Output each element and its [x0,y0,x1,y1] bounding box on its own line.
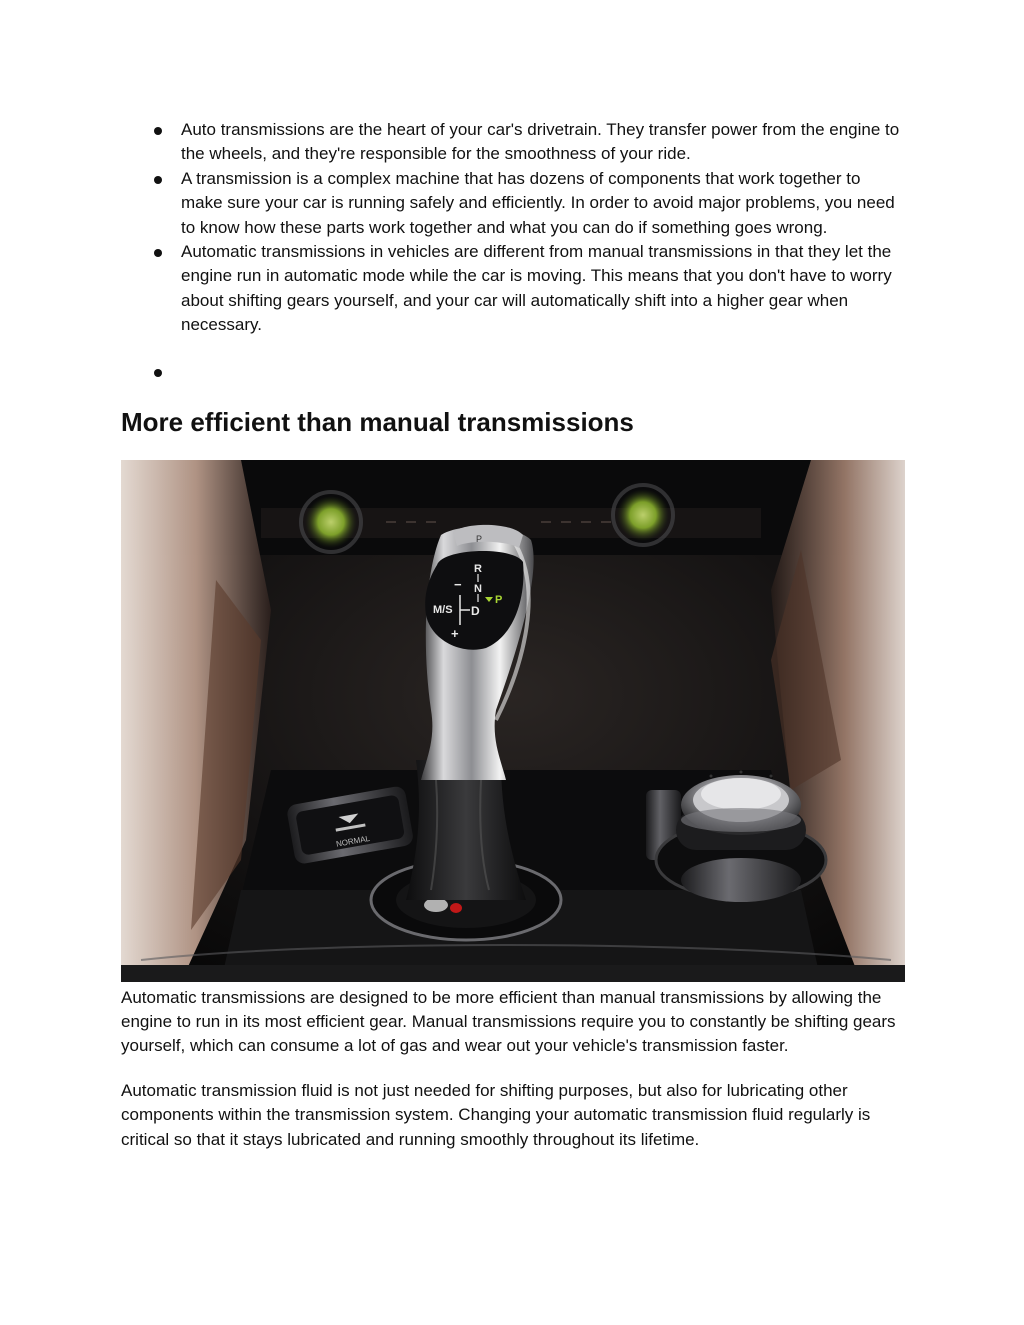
bullet-item [121,240,905,338]
bullet-text: A transmission is a complex machine that has dozens of components that work together to make sure your car is running safely and efficiently. In order to avoid major problems, you need to know how these parts work together and what you can do if something goes wrong. [181,168,895,237]
bullet-dot [154,127,162,135]
gear-shifter-photo [121,460,905,982]
document-page [121,118,905,1152]
bullet-dot [154,369,162,377]
gear-plus-label: + [451,625,459,641]
gear-d-label: D [471,603,480,618]
bullet-dot [154,249,162,257]
park-button-label: P [476,533,483,544]
body-paragraph: Automatic transmissions are designed to be more efficient than manual transmissions by allowing the engine to run in its most efficient gear. Manual transmissions require you to constantly be shifting gears yourself, which can consume a lot of gas and wear out your vehicle's transmission faster. [121,987,896,1056]
gear-n-label: N [474,582,482,595]
section-heading: More efficient than manual transmissions [121,406,634,437]
gear-r-label: R [474,562,482,575]
body-paragraph: Automatic transmission fluid is not just needed for shifting purposes, but also for lubricating other components within the transmission system. Changing your automatic transmission fluid regularly is critical so that it stays lubricated and running smoothly throughout its lifetime. [121,1080,871,1149]
bullet-item-empty [121,360,905,384]
bullet-text: Auto transmissions are the heart of your car's drivetrain. They transfer power from the engine to the wheels, and they're responsible for the smoothness of your ride. [181,120,900,164]
gear-ms-label: M/S [433,603,453,616]
bullet-list [121,118,905,384]
park-indicator-label: P [495,593,503,606]
bullet-dot [154,176,162,184]
bullet-text: Automatic transmissions in vehicles are different from manual transmissions in that they let the engine run in automatic mode while the car is moving. This means that you don't have to worry about shifting gears yourself, and your car will automatically shift into a higher gear when necessary. [181,242,892,335]
gear-minus-label: − [454,576,462,592]
bullet-item [121,167,905,240]
normal-label: NORMAL [335,833,371,849]
bullet-item [121,118,905,167]
